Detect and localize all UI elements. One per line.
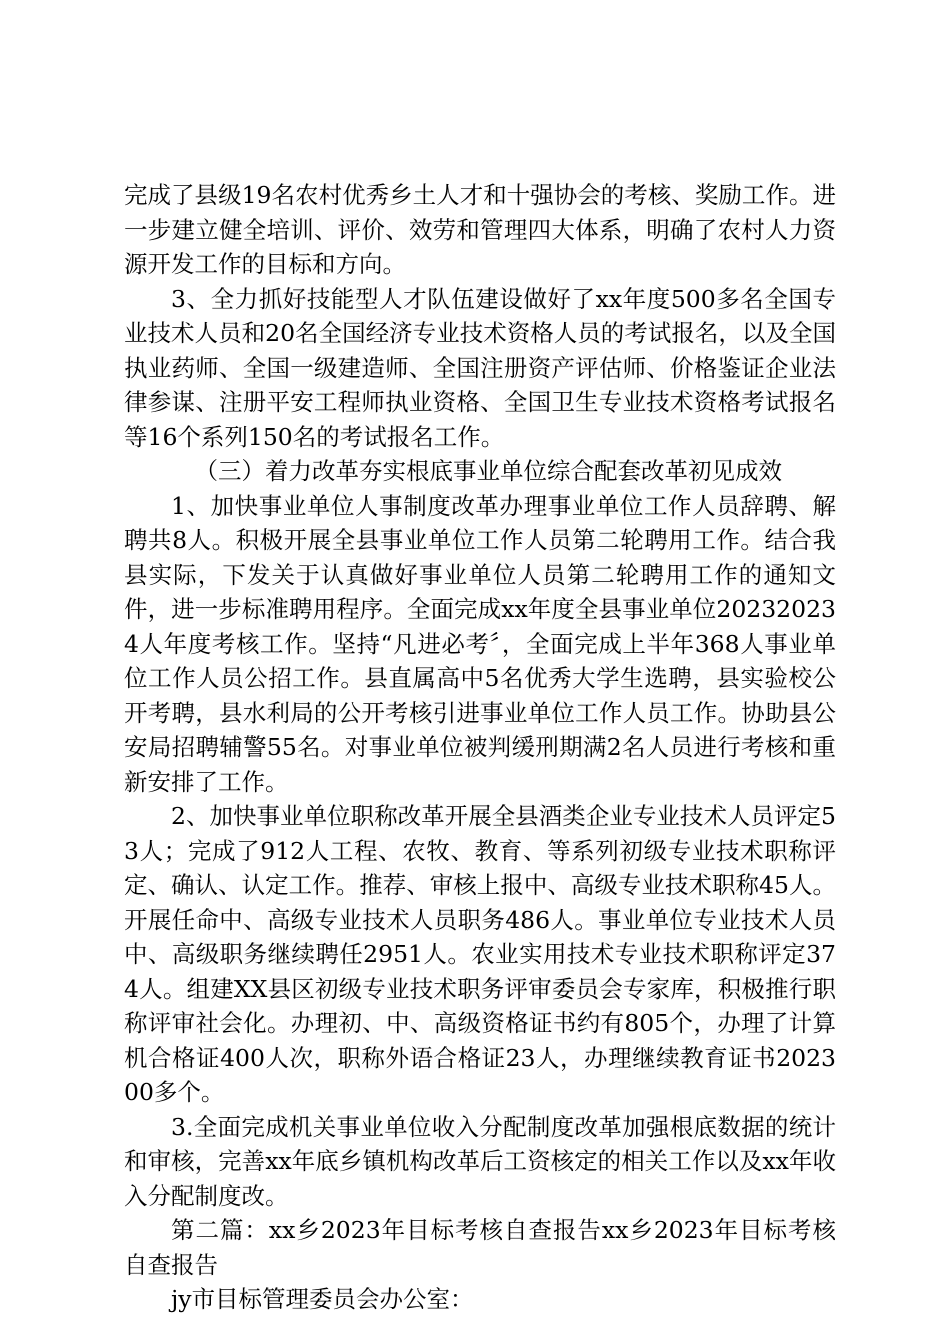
paragraph-income-reform: 3.全面完成机关事业单位收入分配制度改革加强根底数据的统计和审核，完善xx年底乡镇机构改革后工资核定的相关工作以及xx年收入分配制度改。 <box>124 1112 836 1210</box>
document-page <box>124 178 836 1317</box>
section-heading-reform: （三）着力改革夯实根底事业单位综合配套改革初见成效 <box>194 457 782 485</box>
paragraph-salutation: jy市目标管理委员会办公室： <box>171 1285 474 1313</box>
paragraph-personnel-reform: 1、加快事业单位人事制度改革办理事业单位工作人员辞聘、解聘共8人。积极开展全县事业单位工作人员第二轮聘用工作。结合我县实际，下发关于认真做好事业单位人员第二轮聘用工作的通知文件，进一步标准聘用程序。全面完成xx年度全县事业单位202320234人年度考核工作。坚持“凡进必考〞，全面完成上半年368人事业单位工作人员公招工作。县直属高中5名优秀大学生选聘，县实验校公开考聘，县水利局的公开考核引进事业单位工作人员工作。协助县公安局招聘辅警55名。对事业单位被判缓刑期满2名人员进行考核和重新安排了工作。 <box>124 491 836 796</box>
paragraph-title-reform: 2、加快事业单位职称改革开展全县酒类企业专业技术人员评定53人；完成了912人工程、农牧、教育、等系列初级专业技术职称评定、确认、认定工作。推荐、审核上报中、高级专业技术职称45人。开展任命中、高级专业技术人员职务486人。事业单位专业技术人员中、高级职务继续聘任2951人。农业实用技术专业技术职称评定374人。组建XX县区初级专业技术职务评审委员会专家库，积极推行职称评审社会化。办理初、中、高级资格证书约有805个，办理了计算机合格证400人次，职称外语合格证23人，办理继续教育证书202300多个。 <box>124 802 836 1106</box>
paragraph-second-article-title: 第二篇：xx乡2023年目标考核自查报告xx乡2023年目标考核自查报告 <box>124 1216 836 1279</box>
paragraph-rural-talent: 完成了县级19名农村优秀乡土人才和十强协会的考核、奖励工作。进一步建立健全培训、评价、效劳和管理四大体系，明确了农村人力资源开发工作的目标和方向。 <box>124 181 836 278</box>
paragraph-skilled-talent: 3、全力抓好技能型人才队伍建设做好了xx年度500多名全国专业技术人员和20名全国经济专业技术资格人员的考试报名，以及全国执业药师、全国一级建造师、全国注册资产评估师、价格鉴证企业法律参谋、注册平安工程师执业资格、全国卫生专业技术资格考试报名等16个系列150名的考试报名工作。 <box>124 284 836 451</box>
